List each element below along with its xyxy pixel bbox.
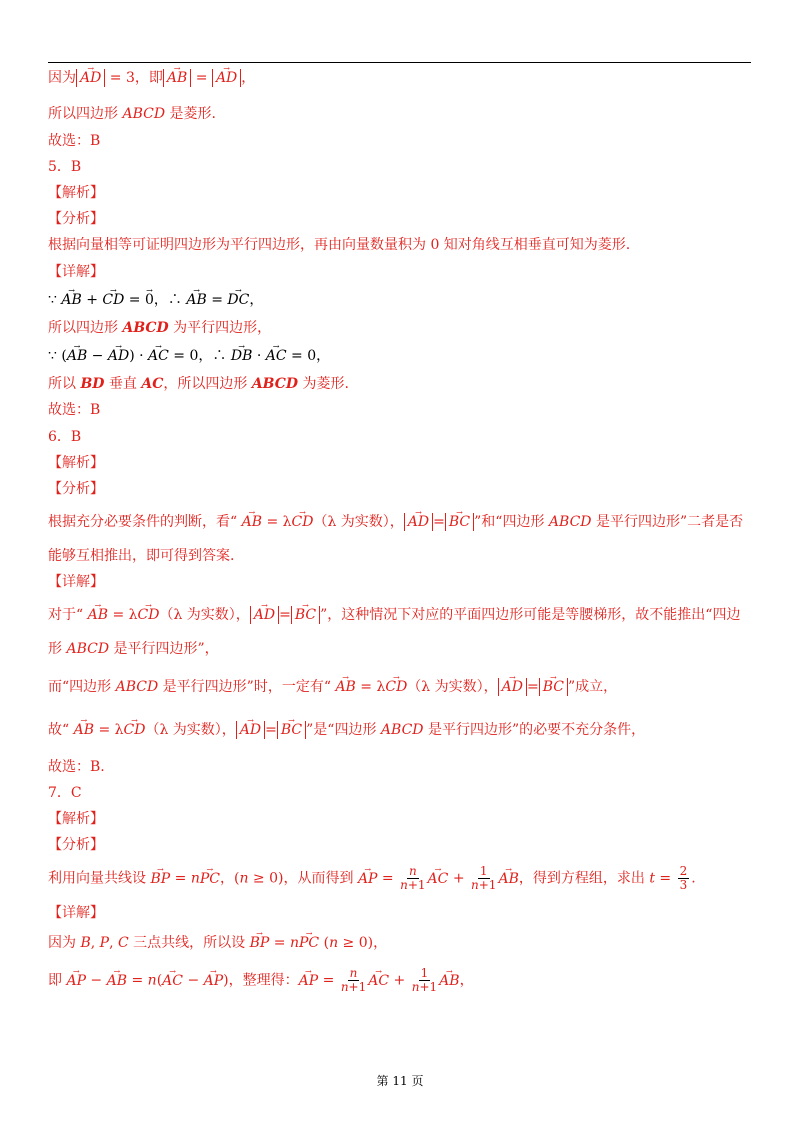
vector: → BC — [449, 513, 470, 531]
line-l16: 【分析】 — [48, 481, 104, 497]
vector: → AB — [242, 512, 262, 532]
vector: → CD — [138, 605, 160, 625]
line-l25: 7．C — [48, 785, 82, 801]
line-l26: 【解析】 — [48, 811, 104, 827]
math-token: 1 — [420, 966, 429, 980]
vector: → AB — [88, 605, 108, 625]
abs-value — [498, 678, 527, 696]
vector: → AP — [358, 869, 378, 889]
vector: → PC — [200, 869, 220, 889]
fraction — [400, 865, 425, 892]
math-token: B — [80, 935, 91, 951]
math-token: 2 — [679, 864, 688, 878]
vector: → AD — [108, 346, 129, 366]
line-l1: 因为→ AD = 3，即→ AB = → AD ， — [48, 68, 255, 88]
math-token: 1 — [479, 864, 488, 878]
vector: → AD — [408, 513, 429, 531]
abs-value — [250, 606, 279, 624]
math-token — [122, 320, 168, 336]
math-token: n — [471, 878, 479, 892]
line-l29: 【详解】 — [48, 905, 104, 921]
math-token: n+1 — [411, 980, 438, 994]
vector: → AD — [240, 721, 261, 739]
vector: → AC — [368, 971, 389, 991]
line-l7: 根据向量相等可证明四边形为平行四边形，再由向量数量积为 0 知对角线互相垂直可知为菱形. — [48, 237, 631, 253]
line-l3: 故选：B — [48, 133, 101, 149]
line-l20: 对于“ → AB = λ→ CD（λ 为实数），→ AD =→ BC ”，这种情况下对应的平面四边形可能是等腰梯形，故不能推出“四边 — [48, 605, 740, 625]
vector: → AP — [66, 971, 86, 991]
line-l12: 所以 BD 垂直 AC，所以四边形 ABCD 为菱形. — [48, 376, 349, 392]
math-token: ABCD — [380, 722, 424, 738]
abs-value — [212, 69, 241, 87]
line-l10: 所以四边形 ABCD 为平行四边形， — [48, 320, 272, 336]
vector: → AB — [107, 971, 127, 991]
vector: → AP — [299, 971, 319, 991]
vector: → AD — [254, 606, 275, 624]
abs-value — [539, 678, 568, 696]
math-token: n — [400, 878, 408, 892]
line-l22: 而“四边形 ABCD 是平行四边形”时，一定有“ → AB = λ→ CD（λ 为实数），→ AD =→ BC ”成立， — [48, 677, 617, 697]
vector: → AB — [67, 346, 87, 366]
math-token: ABCD — [122, 106, 166, 122]
math-token: n+1 — [471, 878, 497, 892]
line-l11: ∵ (→ AB − → AD) · → AC = 0，∴ → DB · → AC = 0， — [48, 346, 330, 366]
vector: → CD — [385, 677, 407, 697]
math-token: C — [117, 935, 129, 951]
vector: → BP — [250, 933, 270, 953]
math-token: ABCD — [548, 514, 592, 530]
line-l6: 【分析】 — [48, 211, 104, 227]
math-token: ABCD — [251, 376, 299, 392]
line-l2: 所以四边形 ABCD 是菱形. — [48, 106, 216, 122]
fraction — [412, 967, 437, 994]
line-l27: 【分析】 — [48, 837, 104, 853]
fraction — [678, 865, 690, 892]
vector: → DB — [231, 346, 253, 366]
math-token: ABCD — [115, 679, 159, 695]
vector: → AB — [498, 869, 518, 889]
vector: → PC — [299, 933, 319, 953]
fraction — [341, 967, 366, 994]
math-token — [141, 376, 163, 392]
line-l31: 即 → AP − → AB = n(→ AC − → AP)，整理得：→ AP = $\frac{n}{n+1}$ → AC + $\frac{1}{n+1}$ → AB， — [48, 967, 474, 994]
abs-value — [404, 513, 433, 531]
line-l28: 利用向量共线设 → BP = n→ PC，(n ≥ 0)，从而得到 → AP = $\frac{n}{n+1}$ → AC + $\frac{1}{n+1}$ → AB，得到方程组，求出 t = $\frac{2}{3}$ . — [48, 865, 696, 892]
line-l18: 能够互相推出，即可得到答案. — [48, 548, 235, 564]
math-token: n+1 — [400, 878, 426, 892]
math-token: ABCD — [122, 320, 169, 336]
fraction — [471, 865, 496, 892]
vector: → AD — [80, 69, 101, 87]
vector: → AD — [216, 69, 237, 87]
vector: → AP — [204, 971, 224, 991]
line-l9: ∵ → AB + → CD = → 0，∴ → AB = → DC， — [48, 290, 263, 310]
line-l14: 6．B — [48, 429, 82, 445]
vector: → BC — [295, 606, 316, 624]
abs-value — [163, 69, 191, 87]
math-token — [252, 376, 298, 392]
abs-value — [445, 513, 474, 531]
header-rule — [48, 62, 751, 63]
vector: → CD — [292, 512, 314, 532]
vector: → BC — [543, 678, 564, 696]
math-token: n — [340, 980, 349, 994]
abs-value — [277, 721, 306, 739]
abs-value — [76, 69, 105, 87]
math-token: 3 — [679, 878, 688, 892]
vector: → AB — [439, 971, 459, 991]
vector: → AC — [162, 971, 183, 991]
vector: → AB — [167, 69, 187, 87]
vector: → AC — [428, 869, 449, 889]
vector: → CD — [124, 720, 146, 740]
vector: → AD — [502, 678, 523, 696]
line-l13: 故选：B — [48, 402, 101, 418]
math-token: n — [147, 972, 157, 989]
page-number: 第 11 页 — [376, 1074, 424, 1088]
vector: → AB — [74, 720, 94, 740]
line-l19: 【详解】 — [48, 574, 104, 590]
vector: → CD — [102, 290, 124, 310]
math-token: n — [289, 935, 299, 951]
vector: → AC — [148, 346, 169, 366]
math-token: n — [411, 980, 420, 994]
vector: → BC — [281, 721, 302, 739]
vector: → DC — [227, 290, 249, 310]
abs-value — [291, 606, 320, 624]
vector: → AB — [186, 290, 206, 310]
math-token: P — [99, 935, 110, 951]
math-token: n — [190, 870, 200, 887]
line-l24: 故选：B. — [48, 759, 105, 775]
line-l17: 根据充分必要条件的判断，看“ → AB = λ→ CD（λ 为实数），→ AD =→ BC ”和“四边形 ABCD 是平行四边形”二者是否 — [48, 512, 743, 532]
line-l30: 因为 B, P, C 三点共线，所以设 → BP = n→ PC (n ≥ 0)， — [48, 933, 387, 953]
line-l5: 【解析】 — [48, 185, 104, 201]
line-l15: 【解析】 — [48, 455, 104, 471]
math-token: n — [329, 935, 339, 951]
math-token — [80, 376, 104, 392]
vector: → BP — [150, 869, 170, 889]
math-token: ABCD — [66, 641, 110, 657]
math-token: n+1 — [340, 980, 367, 994]
abs-value — [236, 721, 265, 739]
vector: → AB — [335, 677, 355, 697]
line-l21: 形 ABCD 是平行四边形”， — [48, 641, 219, 657]
line-l23: 故“ → AB = λ→ CD（λ 为实数），→ AD =→ BC ”是“四边形 ABCD 是平行四边形”的必要不充分条件， — [48, 720, 645, 740]
math-token: AC — [141, 376, 164, 392]
vector: → AC — [266, 346, 287, 366]
line-l4: 5．B — [48, 159, 82, 175]
math-token: t — [649, 870, 655, 887]
math-token: n — [239, 870, 249, 887]
line-l8: 【详解】 — [48, 264, 104, 280]
vector: → AB — [61, 290, 81, 310]
vector: → 0 — [145, 290, 154, 310]
math-token: n — [408, 864, 417, 878]
math-token: BD — [80, 376, 105, 392]
math-token: n — [349, 966, 358, 980]
